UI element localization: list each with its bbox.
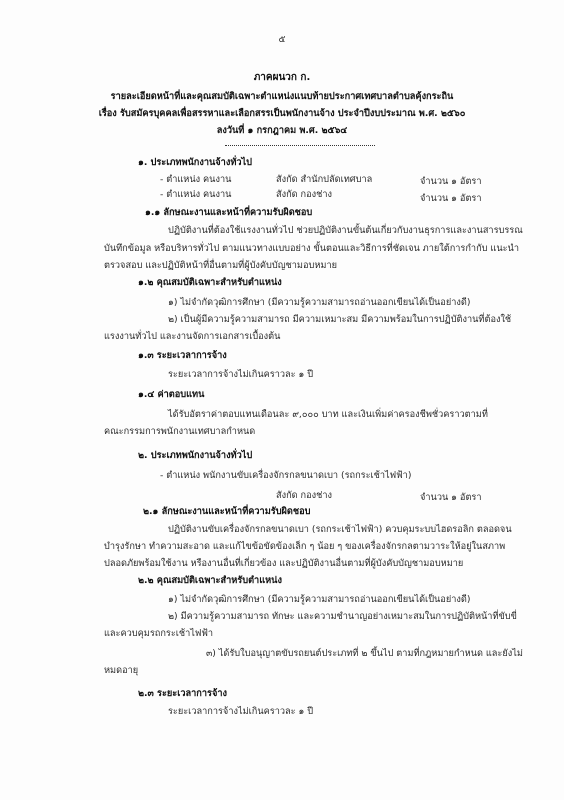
s21-line2: บำรุงรักษา ทำความสะอาด และแก้ไขข้อขัดข้องเล็ก ๆ น้อย ๆ ของเครื่องจักรกลตามวาระให้อยู่ในสภาพ <box>104 541 506 552</box>
s22-title: ๒.๒ คุณสมบัติเฉพาะสำหรับตำแหน่ง <box>138 575 282 586</box>
header-line2: เรื่อง รับสมัครบุคคลเพื่อสรรหาและเลือกสรรเป็นพนักงานจ้าง ประจำปีงบประมาณ พ.ศ. ๒๕๖๐ <box>98 108 466 119</box>
s11-line3: ตรวจสอบ และปฏิบัติหน้าที่อื่นตามที่ผู้บังคับบัญชามอบหมาย <box>104 260 337 271</box>
s21-title: ๒.๑ ลักษณะงานและหน้าที่ความรับผิดชอบ <box>143 506 311 517</box>
s23-line1: ระยะเวลาการจ้างไม่เกินคราวละ ๑ ปี <box>168 706 314 717</box>
s21-line3: ปลอดภัยพร้อมใช้งาน หรืองานอื่นที่เกี่ยวข้อง และปฏิบัติงานอื่นตามที่ผู้บังคับบัญชามอบหมาย <box>104 558 464 569</box>
s13-title: ๑.๓ ระยะเวลาการจ้าง <box>138 350 227 361</box>
header-line1: รายละเอียดหน้าที่และคุณสมบัติเฉพาะตำแหน่งแนบท้ายประกาศเทศบาลตำบลคุ้งกระถิน <box>110 91 454 102</box>
s12-title: ๑.๒ คุณสมบัติเฉพาะสำหรับตำแหน่ง <box>138 277 282 288</box>
s1-pos2-count: จำนวน ๑ อัตรา <box>420 193 482 204</box>
s1-pos1-count: จำนวน ๑ อัตรา <box>420 176 482 187</box>
s22-line4: ๓) ได้รับใบอนุญาตขับรถยนต์ประเภทที่ ๒ ขึ้นไป ตามที่กฎหมายกำหนด และยังไม่ <box>206 648 523 659</box>
s12-line3: แรงงานทั่วไป และงานจัดการเอกสารเบื้องต้น <box>104 331 281 342</box>
annex-title: ภาคผนวก ก. <box>253 72 311 83</box>
s12-line2: ๒) เป็นผู้มีความรู้ความสามารถ มีความเหมาะสม มีความพร้อมในการปฏิบัติงานที่ต้องใช้ <box>168 314 512 325</box>
s21-line1: ปฏิบัติงานขับเครื่องจักรกลขนาดเบา (รถกระเช้าไฟฟ้า) ควบคุมระบบไฮดรอลิก ตลอดจน <box>168 524 512 535</box>
s14-line1: ได้รับอัตราค่าตอบแทนเดือนละ ๙,๐๐๐ บาท และเงินเพิ่มค่าครองชีพชั่วคราวตามที่ <box>168 409 488 420</box>
s11-line2: บันทึกข้อมูล หรือบริหารทั่วไป ตามแนวทางแบบอย่าง ขั้นตอนและวิธีการที่ชัดเจน ภายใต้การกำกับ แนะนำ <box>104 243 519 254</box>
s14-line2: คณะกรรมการพนักงานเทศบาลกำหนด <box>104 426 256 437</box>
s22-line5: หมดอายุ <box>104 665 139 676</box>
s1-pos1-dept: สังกัด สำนักปลัดเทศบาล <box>276 174 373 185</box>
s1-pos2-name: - ตำแหน่ง คนงาน <box>160 189 232 200</box>
s13-line1: ระยะเวลาการจ้างไม่เกินคราวละ ๑ ปี <box>168 369 314 380</box>
s1-pos2-dept: สังกัด กองช่าง <box>276 189 332 200</box>
section1-title: ๑. ประเภทพนักงานจ้างทั่วไป <box>138 157 252 168</box>
s2-pos1-count: จำนวน ๑ อัตรา <box>420 492 482 503</box>
header-divider <box>225 145 375 146</box>
s11-line1: ปฏิบัติงานที่ต้องใช้แรงงานทั่วไป ช่วยปฏิบัติงานขั้นต้นเกี่ยวกับงานธุรการและงานสารบรรณ <box>168 225 523 236</box>
s22-line3: และควบคุมรถกระเช้าไฟฟ้า <box>104 628 214 639</box>
s2-pos1-name: - ตำแหน่ง พนักงานขับเครื่องจักรกลขนาดเบา (รถกระเช้าไฟฟ้า) <box>160 470 412 481</box>
s22-line2: ๒) มีความรู้ความสามารถ ทักษะ และความชำนาญอย่างเหมาะสมในการปฏิบัติหน้าที่ขับขี่ <box>168 611 517 622</box>
s2-pos1-dept: สังกัด กองช่าง <box>276 490 332 501</box>
section2-title: ๒. ประเภทพนักงานจ้างทั่วไป <box>138 450 253 461</box>
s1-pos1-name: - ตำแหน่ง คนงาน <box>160 174 232 185</box>
s11-title: ๑.๑ ลักษณะงานและหน้าที่ความรับผิดชอบ <box>145 207 313 218</box>
s22-line1: ๑) ไม่จำกัดวุฒิการศึกษา (มีความรู้ความสามารถอ่านออกเขียนได้เป็นอย่างดี) <box>168 594 471 605</box>
page-number: ๕ <box>278 34 286 45</box>
s12-line1: ๑) ไม่จำกัดวุฒิการศึกษา (มีความรู้ความสามารถอ่านออกเขียนได้เป็นอย่างดี) <box>168 297 471 308</box>
s14-title: ๑.๔ ค่าตอบแทน <box>138 389 205 400</box>
header-date: ลงวันที่ ๑ กรกฎาคม พ.ศ. ๒๕๖๔ <box>216 125 348 136</box>
s23-title: ๒.๓ ระยะเวลาการจ้าง <box>138 688 227 699</box>
